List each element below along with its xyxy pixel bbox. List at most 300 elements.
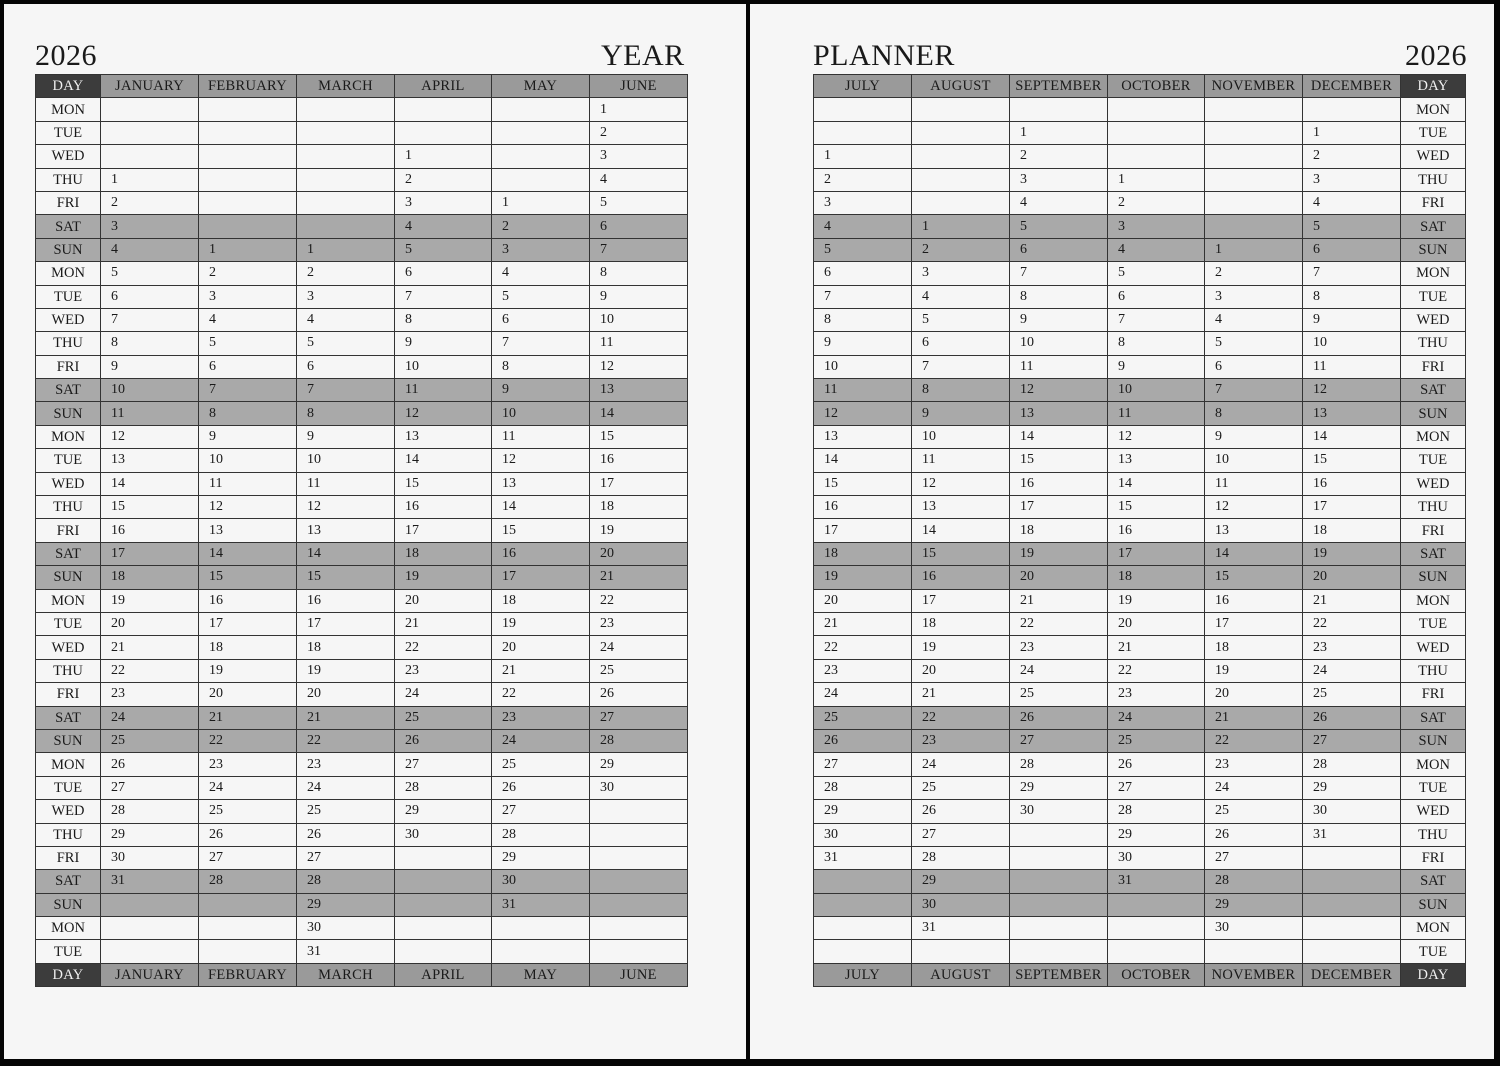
date-cell [199,145,297,168]
date-cell: 14 [1108,472,1205,495]
date-cell [199,191,297,214]
date-cell: 17 [395,519,492,542]
date-cell: 27 [590,706,688,729]
weekday-label: WED [36,636,101,659]
weekday-label: TUE [1401,940,1466,963]
date-cell: 3 [1108,215,1205,238]
date-cell: 16 [297,589,395,612]
weekday-label: SUN [1401,402,1466,425]
date-cell: 20 [1010,566,1108,589]
calendar-row [36,800,688,823]
date-cell [1010,98,1108,121]
date-cell: 27 [492,800,590,823]
date-cell: 7 [590,238,688,261]
date-cell: 11 [1303,355,1401,378]
weekday-label: SUN [36,893,101,916]
weekday-label: TUE [1401,612,1466,635]
calendar-row [814,355,1466,378]
month-header-january: JANUARY [101,75,199,98]
date-cell: 28 [395,776,492,799]
date-cell [101,121,199,144]
date-cell: 27 [199,846,297,869]
date-cell: 26 [297,823,395,846]
date-cell: 17 [297,612,395,635]
day-column-header: DAY [36,963,101,986]
date-cell: 22 [297,729,395,752]
date-cell: 1 [814,145,912,168]
date-cell: 24 [492,729,590,752]
date-cell: 18 [590,496,688,519]
weekday-label: WED [1401,145,1466,168]
date-cell [492,145,590,168]
weekday-label: SAT [36,215,101,238]
date-cell: 5 [101,262,199,285]
date-cell: 7 [1010,262,1108,285]
date-cell [1108,145,1205,168]
date-cell [297,145,395,168]
calendar-row [36,729,688,752]
date-cell: 21 [1108,636,1205,659]
date-cell [492,98,590,121]
date-cell: 28 [1108,800,1205,823]
date-cell [297,215,395,238]
calendar-row [814,379,1466,402]
date-cell [912,98,1010,121]
date-cell: 23 [1010,636,1108,659]
date-cell: 18 [912,612,1010,635]
date-cell: 24 [1010,659,1108,682]
date-cell: 14 [1010,425,1108,448]
date-cell: 17 [1010,496,1108,519]
top-header-row [814,75,1466,98]
month-header-november: NOVEMBER [1205,963,1303,986]
date-cell: 24 [814,683,912,706]
date-cell: 26 [590,683,688,706]
date-cell [1303,893,1401,916]
calendar-row [36,308,688,331]
date-cell: 25 [1205,800,1303,823]
month-header-october: OCTOBER [1108,75,1205,98]
date-cell: 13 [395,425,492,448]
date-cell: 28 [1010,753,1108,776]
date-cell: 13 [101,449,199,472]
date-cell: 29 [101,823,199,846]
calendar-row [814,659,1466,682]
calendar-row [36,332,688,355]
date-cell: 2 [297,262,395,285]
date-cell [199,215,297,238]
calendar-row [814,776,1466,799]
weekday-label: SAT [1401,706,1466,729]
date-cell: 29 [814,800,912,823]
date-cell: 2 [199,262,297,285]
calendar-row [814,542,1466,565]
date-cell: 23 [199,753,297,776]
weekday-label: SAT [36,870,101,893]
date-cell: 19 [492,612,590,635]
date-cell: 1 [912,215,1010,238]
top-header-row [36,75,688,98]
date-cell: 26 [1010,706,1108,729]
weekday-label: MON [36,917,101,940]
date-cell: 4 [101,238,199,261]
weekday-label: TUE [36,121,101,144]
weekday-label: THU [1401,659,1466,682]
calendar-row [36,589,688,612]
date-cell: 15 [199,566,297,589]
date-cell: 20 [101,612,199,635]
date-cell: 4 [1108,238,1205,261]
date-cell: 4 [590,168,688,191]
date-cell: 27 [395,753,492,776]
date-cell: 25 [814,706,912,729]
date-cell [912,191,1010,214]
date-cell: 6 [1205,355,1303,378]
date-cell: 22 [199,729,297,752]
date-cell: 16 [912,566,1010,589]
month-header-september: SEPTEMBER [1010,963,1108,986]
date-cell: 8 [814,308,912,331]
date-cell: 18 [101,566,199,589]
date-cell: 12 [297,496,395,519]
date-cell: 27 [297,846,395,869]
date-cell [101,893,199,916]
date-cell [590,870,688,893]
date-cell: 21 [492,659,590,682]
date-cell: 4 [297,308,395,331]
date-cell: 29 [395,800,492,823]
weekday-label: TUE [36,776,101,799]
date-cell: 11 [492,425,590,448]
weekday-label: TUE [1401,776,1466,799]
date-cell: 20 [1303,566,1401,589]
date-cell: 30 [101,846,199,869]
date-cell [101,917,199,940]
date-cell: 6 [492,308,590,331]
date-cell: 15 [1303,449,1401,472]
calendar-row [814,823,1466,846]
date-cell: 16 [1108,519,1205,542]
calendar-row [36,262,688,285]
calendar-row [36,706,688,729]
date-cell: 16 [492,542,590,565]
date-cell: 7 [1205,379,1303,402]
date-cell: 10 [1108,379,1205,402]
date-cell: 30 [912,893,1010,916]
date-cell: 3 [395,191,492,214]
date-cell: 6 [199,355,297,378]
date-cell: 7 [492,332,590,355]
calendar-row [36,425,688,448]
weekday-label: SAT [36,706,101,729]
date-cell: 16 [1303,472,1401,495]
calendar-row [814,519,1466,542]
weekday-label: SUN [1401,566,1466,589]
date-cell [199,121,297,144]
date-cell: 13 [814,425,912,448]
date-cell: 2 [1108,191,1205,214]
weekday-label: FRI [36,683,101,706]
weekday-label: SUN [1401,729,1466,752]
weekday-label: WED [36,472,101,495]
month-header-january: JANUARY [101,963,199,986]
date-cell: 3 [1205,285,1303,308]
date-cell [395,940,492,963]
date-cell: 28 [101,800,199,823]
date-cell [101,98,199,121]
weekday-label: MON [1401,917,1466,940]
date-cell: 2 [395,168,492,191]
calendar-row [36,940,688,963]
date-cell: 14 [492,496,590,519]
date-cell: 10 [492,402,590,425]
date-cell: 24 [1205,776,1303,799]
date-cell: 11 [590,332,688,355]
date-cell: 3 [1010,168,1108,191]
date-cell: 2 [1010,145,1108,168]
date-cell: 27 [814,753,912,776]
date-cell: 22 [1010,612,1108,635]
calendar-row [814,753,1466,776]
day-column-header: DAY [36,75,101,98]
date-cell: 18 [814,542,912,565]
date-cell: 6 [395,262,492,285]
month-header-february: FEBRUARY [199,75,297,98]
date-cell: 10 [101,379,199,402]
date-cell: 21 [101,636,199,659]
date-cell: 15 [912,542,1010,565]
date-cell: 8 [101,332,199,355]
date-cell: 22 [492,683,590,706]
date-cell: 23 [1303,636,1401,659]
date-cell [1010,823,1108,846]
date-cell: 5 [199,332,297,355]
month-header-february: FEBRUARY [199,963,297,986]
month-header-october: OCTOBER [1108,963,1205,986]
date-cell: 19 [814,566,912,589]
weekday-label: FRI [1401,519,1466,542]
date-cell: 29 [1010,776,1108,799]
date-cell: 4 [1010,191,1108,214]
date-cell: 17 [1303,496,1401,519]
date-cell: 19 [395,566,492,589]
left-page [4,4,746,1059]
date-cell: 16 [101,519,199,542]
weekday-label: FRI [1401,683,1466,706]
date-cell: 14 [199,542,297,565]
calendar-row [814,589,1466,612]
date-cell: 10 [1205,449,1303,472]
date-cell: 23 [590,612,688,635]
date-cell [395,121,492,144]
date-cell: 13 [590,379,688,402]
calendar-row [36,496,688,519]
calendar-row [36,145,688,168]
date-cell: 29 [492,846,590,869]
date-cell: 30 [1205,917,1303,940]
calendar-row [36,168,688,191]
date-cell [814,917,912,940]
date-cell: 4 [814,215,912,238]
weekday-label: TUE [1401,449,1466,472]
date-cell [814,870,912,893]
day-column-header: DAY [1401,75,1466,98]
month-header-december: DECEMBER [1303,75,1401,98]
date-cell: 11 [912,449,1010,472]
calendar-row [36,402,688,425]
month-header-august: AUGUST [912,963,1010,986]
date-cell: 19 [297,659,395,682]
date-cell: 26 [1303,706,1401,729]
date-cell: 14 [912,519,1010,542]
date-cell: 9 [590,285,688,308]
date-cell: 1 [395,145,492,168]
bottom-header-row [36,963,688,986]
date-cell: 19 [590,519,688,542]
date-cell: 1 [199,238,297,261]
date-cell [395,870,492,893]
weekday-label: FRI [36,191,101,214]
date-cell: 12 [101,425,199,448]
date-cell [1010,870,1108,893]
date-cell [1010,893,1108,916]
date-cell: 11 [297,472,395,495]
date-cell: 9 [199,425,297,448]
weekday-label: MON [1401,98,1466,121]
calendar-row [814,238,1466,261]
calendar-row [814,870,1466,893]
weekday-label: MON [1401,589,1466,612]
date-cell: 14 [297,542,395,565]
calendar-row [36,449,688,472]
weekday-label: FRI [1401,355,1466,378]
date-cell: 15 [814,472,912,495]
date-cell: 9 [1108,355,1205,378]
calendar-row [814,332,1466,355]
date-cell: 2 [492,215,590,238]
date-cell: 1 [492,191,590,214]
date-cell: 25 [199,800,297,823]
calendar-row [814,917,1466,940]
calendar-row [814,496,1466,519]
date-cell: 14 [1205,542,1303,565]
calendar-row [814,191,1466,214]
date-cell: 25 [912,776,1010,799]
date-cell: 31 [492,893,590,916]
date-cell: 28 [492,823,590,846]
date-cell: 9 [297,425,395,448]
bottom-header-row [814,963,1466,986]
date-cell [297,191,395,214]
date-cell [1205,191,1303,214]
date-cell: 29 [912,870,1010,893]
day-column-header: DAY [1401,963,1466,986]
date-cell: 8 [1205,402,1303,425]
calendar-row [36,893,688,916]
date-cell: 9 [101,355,199,378]
date-cell: 28 [1303,753,1401,776]
date-cell: 8 [1303,285,1401,308]
calendar-row [814,566,1466,589]
date-cell: 15 [1108,496,1205,519]
date-cell: 26 [912,800,1010,823]
date-cell [912,168,1010,191]
date-cell [297,98,395,121]
date-cell: 24 [912,753,1010,776]
date-cell: 5 [912,308,1010,331]
calendar-row [36,612,688,635]
date-cell: 25 [1108,729,1205,752]
date-cell: 25 [395,706,492,729]
date-cell: 1 [101,168,199,191]
weekday-label: TUE [36,285,101,308]
date-cell: 3 [199,285,297,308]
date-cell: 1 [1303,121,1401,144]
date-cell [1303,917,1401,940]
date-cell: 24 [590,636,688,659]
calendar-row [814,706,1466,729]
date-cell: 23 [395,659,492,682]
date-cell: 11 [199,472,297,495]
date-cell: 7 [395,285,492,308]
date-cell: 7 [199,379,297,402]
weekday-label: WED [36,800,101,823]
date-cell [590,823,688,846]
left-title-heading: YEAR [601,39,685,72]
date-cell [814,121,912,144]
date-cell: 8 [1108,332,1205,355]
date-cell: 10 [199,449,297,472]
calendar-row [814,425,1466,448]
date-cell: 5 [1303,215,1401,238]
date-cell: 26 [492,776,590,799]
calendar-row [814,308,1466,331]
date-cell: 2 [814,168,912,191]
date-cell [199,893,297,916]
date-cell: 7 [1303,262,1401,285]
date-cell: 28 [1205,870,1303,893]
weekday-label: SAT [36,379,101,402]
date-cell: 6 [1303,238,1401,261]
date-cell: 18 [1108,566,1205,589]
month-header-april: APRIL [395,963,492,986]
date-cell: 27 [1010,729,1108,752]
date-cell [590,917,688,940]
calendar-row [814,612,1466,635]
date-cell: 6 [1010,238,1108,261]
weekday-label: FRI [1401,846,1466,869]
month-header-july: JULY [814,75,912,98]
date-cell: 31 [814,846,912,869]
date-cell: 22 [101,659,199,682]
calendar-row [814,893,1466,916]
date-cell: 26 [1205,823,1303,846]
right-calendar-table [813,74,1466,987]
calendar-row [36,285,688,308]
date-cell [1205,215,1303,238]
date-cell: 22 [1205,729,1303,752]
date-cell: 21 [297,706,395,729]
weekday-label: FRI [36,846,101,869]
date-cell: 2 [1205,262,1303,285]
weekday-label: MON [36,425,101,448]
date-cell: 2 [590,121,688,144]
calendar-row [814,846,1466,869]
date-cell: 4 [199,308,297,331]
calendar-row [814,800,1466,823]
date-cell [1108,98,1205,121]
date-cell: 3 [492,238,590,261]
